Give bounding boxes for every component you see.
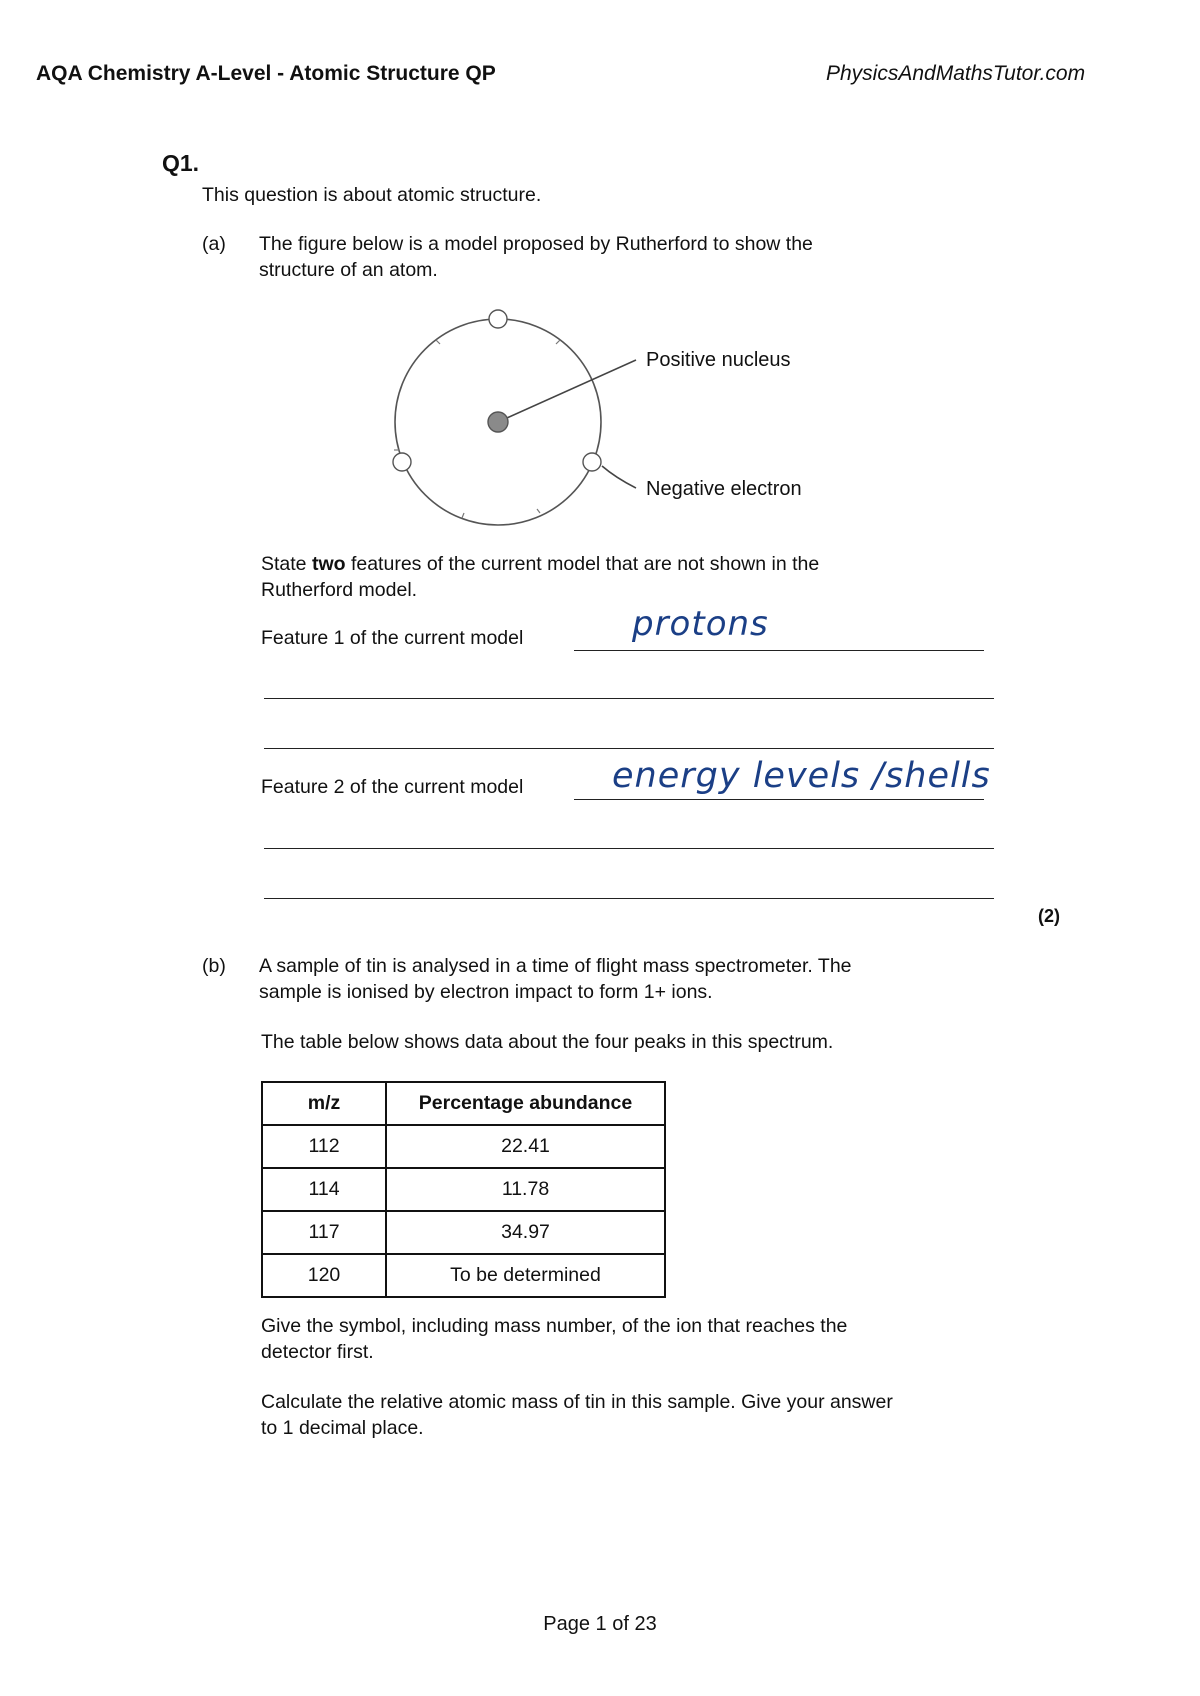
document-title: AQA Chemistry A-Level - Atomic Structure QP [36, 62, 496, 85]
nucleus-label: Positive nucleus [646, 349, 791, 371]
abundance-cell: 22.41 [386, 1125, 665, 1168]
table-row [262, 1168, 665, 1211]
abundance-cell: 34.97 [386, 1211, 665, 1254]
part-b-text-line2: sample is ionised by electron impact to form 1+ ions. [259, 981, 713, 1003]
column-header-mz: m/z [262, 1082, 386, 1125]
electron-label: Negative electron [646, 478, 802, 500]
question-intro: This question is about atomic structure. [202, 184, 542, 206]
feature-1-answer-line [574, 650, 984, 651]
part-b-question-2-line2: to 1 decimal place. [261, 1417, 424, 1439]
part-a-text-line1: The figure below is a model proposed by Rutherford to show the [259, 233, 813, 255]
feature-2-answer-line [574, 799, 984, 800]
abundance-cell: 11.78 [386, 1168, 665, 1211]
prompt-start: State [261, 553, 312, 575]
part-a-label: (a) [202, 233, 226, 255]
table-row [262, 1211, 665, 1254]
feature-1-handwritten-answer: protons [632, 604, 769, 644]
column-header-abundance: Percentage abundance [386, 1082, 665, 1125]
table-intro: The table below shows data about the four peaks in this spectrum. [261, 1031, 834, 1053]
electron-pointer-line [602, 466, 636, 488]
table-row [262, 1254, 665, 1297]
isotope-data-table [261, 1081, 666, 1298]
page-number: Page 1 of 23 [543, 1613, 657, 1635]
feature-2-handwritten-answer: energy levels /shells [612, 756, 991, 796]
electron-left [393, 453, 411, 471]
question-number: Q1. [162, 150, 200, 176]
part-b-question-1-line2: detector first. [261, 1341, 374, 1363]
mz-cell: 117 [262, 1211, 386, 1254]
part-b-label: (b) [202, 955, 226, 977]
marks-available: (2) [1038, 906, 1060, 926]
electron-right [583, 453, 601, 471]
prompt-bold-word: two [311, 553, 346, 575]
mz-cell: 120 [262, 1254, 386, 1297]
electron-top [489, 310, 507, 328]
answer-line [264, 898, 994, 899]
part-b-question-2-line1: Calculate the relative atomic mass of tin in this sample. Give your answer [261, 1391, 893, 1413]
mz-cell: 112 [262, 1125, 386, 1168]
table-header-row [262, 1082, 665, 1125]
table-row [262, 1125, 665, 1168]
rutherford-atom-figure [380, 300, 840, 540]
part-a-text-line2: structure of an atom. [259, 259, 438, 281]
feature-2-label: Feature 2 of the current model [261, 776, 524, 798]
mz-cell: 114 [262, 1168, 386, 1211]
part-b-question-1-line1: Give the symbol, including mass number, of the ion that reaches the [261, 1315, 848, 1337]
answer-line [264, 848, 994, 849]
nucleus-pointer-line [498, 360, 636, 422]
abundance-cell: To be determined [386, 1254, 665, 1297]
feature-1-label: Feature 1 of the current model [261, 627, 524, 649]
part-a-prompt-line2: Rutherford model. [261, 579, 418, 601]
part-b-text-line1: A sample of tin is analysed in a time of flight mass spectrometer. The [259, 955, 852, 977]
positive-nucleus [488, 412, 508, 432]
site-name: PhysicsAndMathsTutor.com [826, 62, 1086, 85]
part-a-prompt [261, 551, 819, 577]
answer-line [264, 748, 994, 749]
answer-line [264, 698, 994, 699]
prompt-end: features of the current model that are not shown in the [345, 553, 820, 575]
